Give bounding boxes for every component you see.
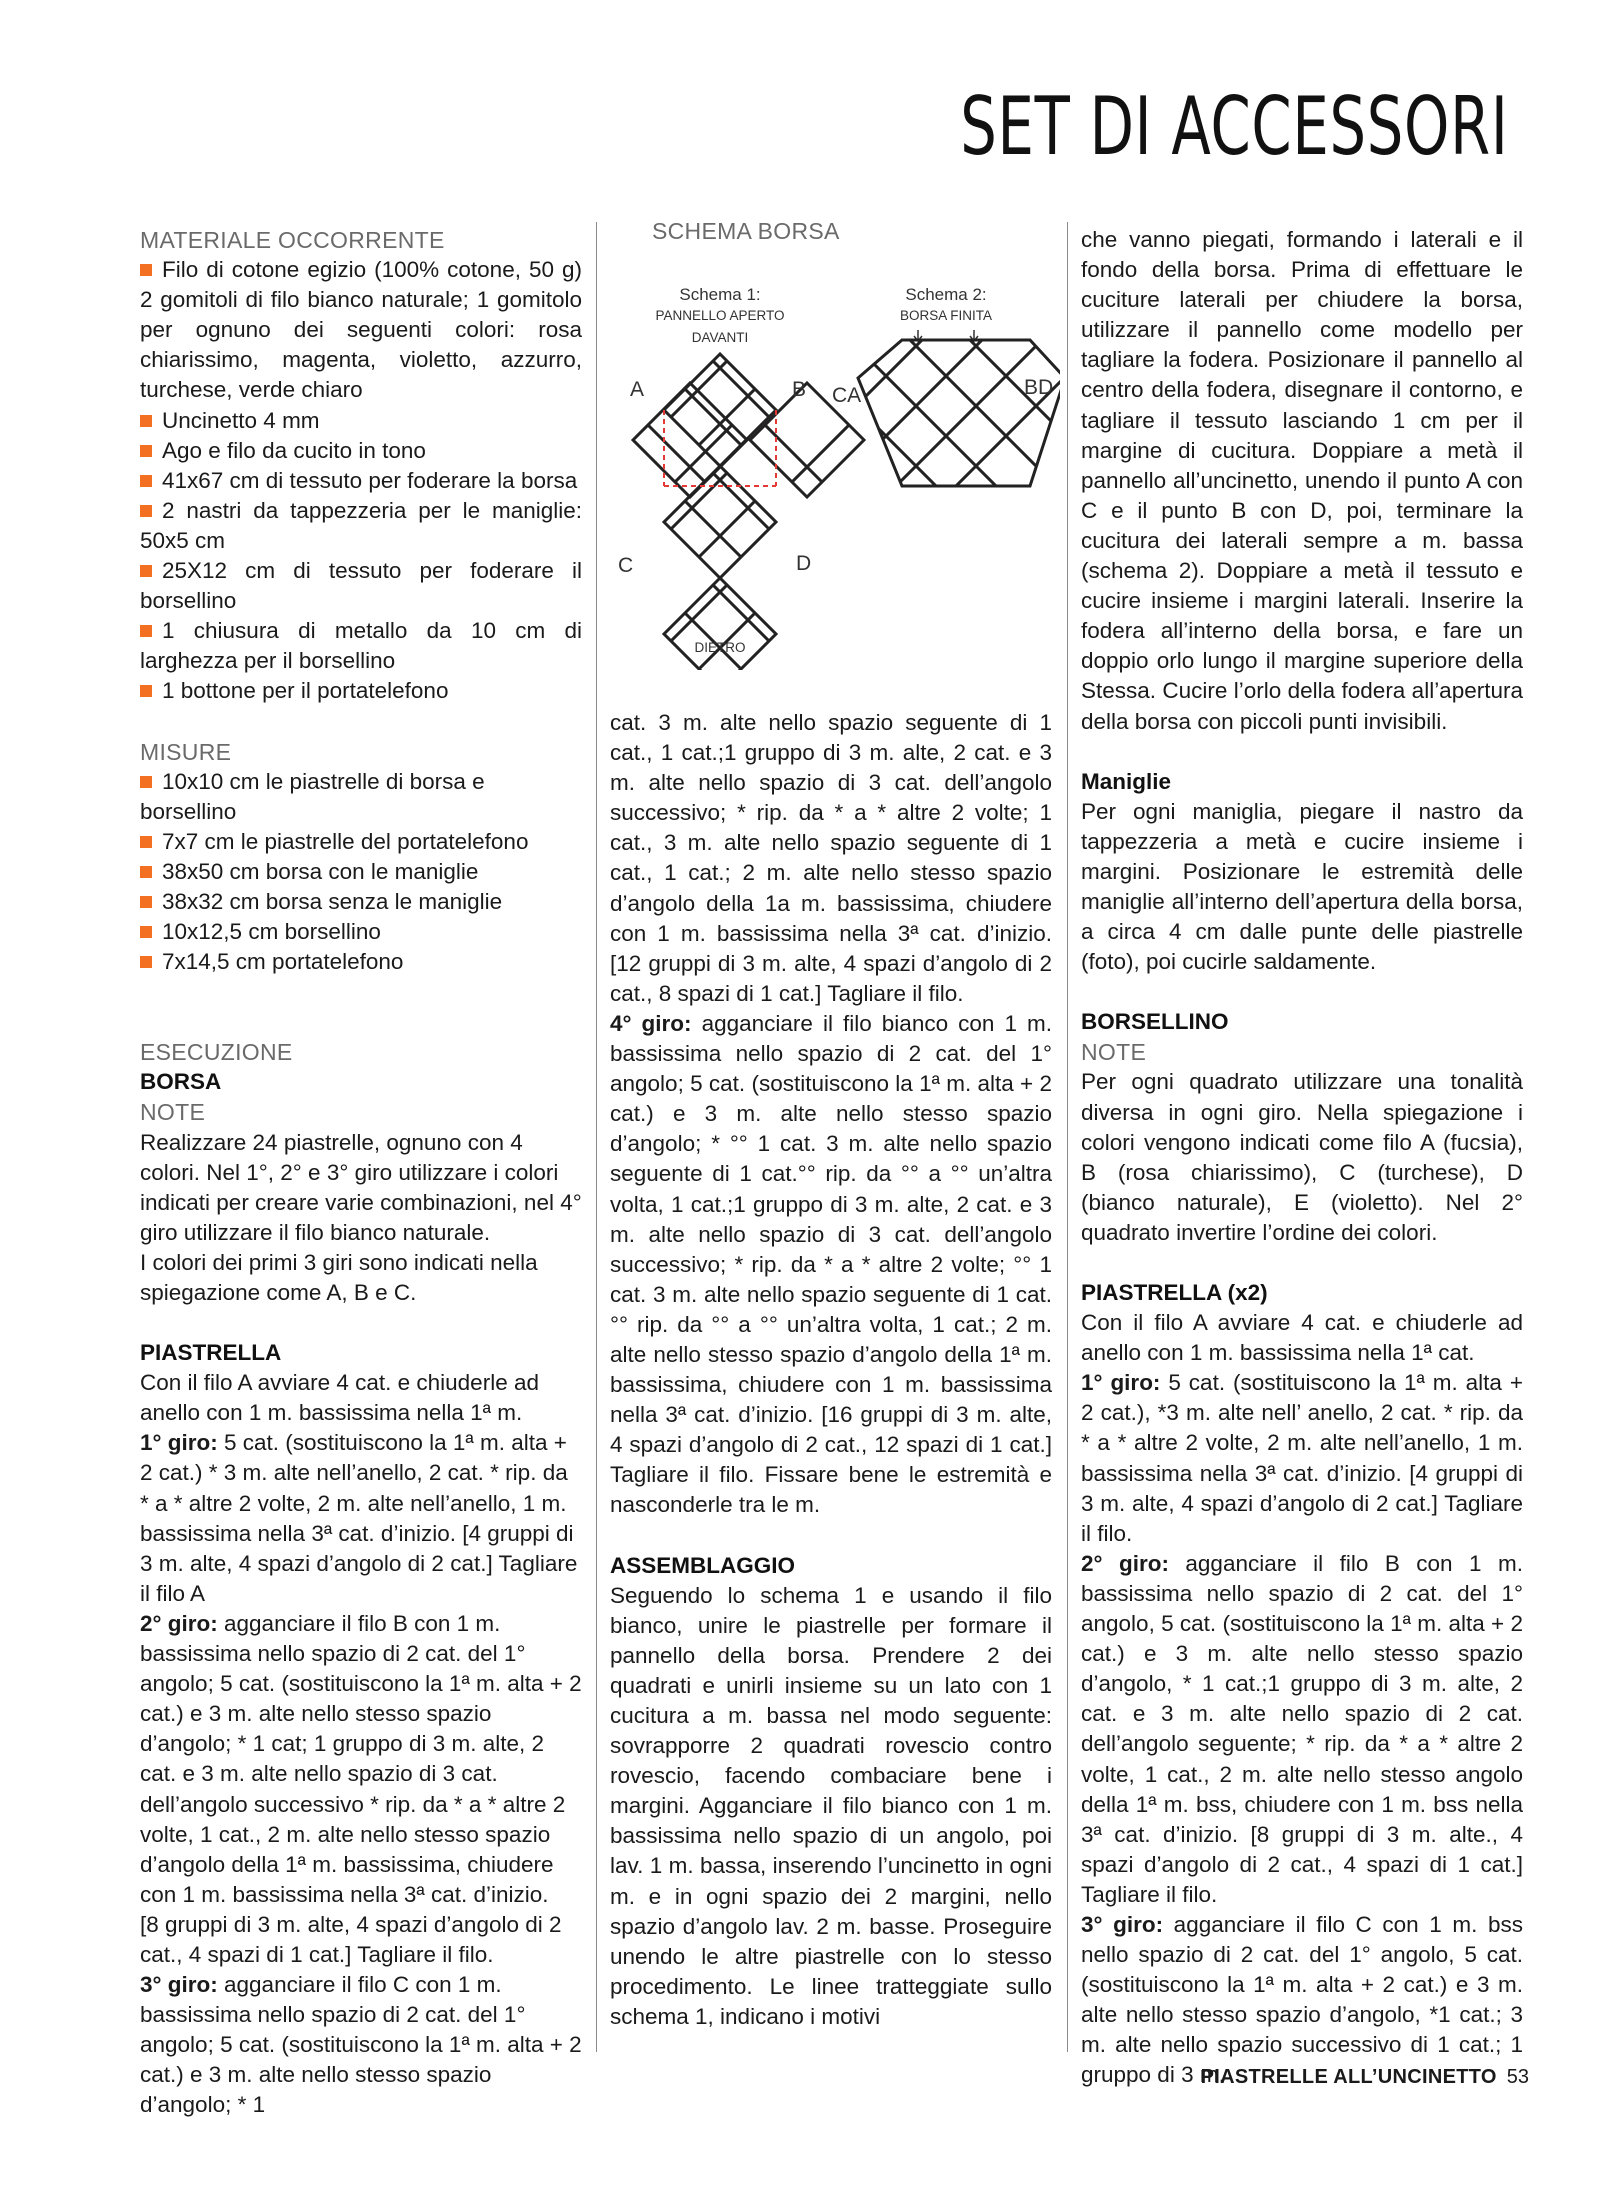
bag-schema-diagram [610, 270, 1060, 670]
column-2 [610, 708, 1052, 2032]
giro-2 [140, 1609, 582, 1910]
dietro-label: DIETRO [694, 640, 746, 655]
giro-3 [140, 1970, 582, 2120]
esecuzione-heading: ESECUZIONE [140, 1039, 293, 1066]
note-heading: NOTE [140, 1099, 206, 1126]
list-item: 38x50 cm borsa con le maniglie [140, 857, 582, 887]
giro-label: 4° giro: [610, 1010, 692, 1036]
misure-heading: MISURE [140, 738, 232, 765]
schema2-subtitle: BORSA FINITA [899, 308, 993, 323]
davanti-label: DAVANTI [691, 330, 749, 345]
label-a: A [630, 378, 645, 401]
giro-1 [140, 1428, 582, 1609]
list-item: 10x10 cm le piastrelle di borsa e borsellino [140, 767, 582, 827]
piastrella-heading: PIASTRELLA (x2) [1081, 1280, 1268, 1305]
piastrella-intro: Con il filo A avviare 4 cat. e chiuderle ad anello con 1 m. bassissima nella 1ª m. [140, 1370, 539, 1426]
giro-label: 1° giro: [1081, 1370, 1161, 1396]
giro-label: 3° giro: [140, 1972, 218, 1998]
note-text: Realizzare 24 piastrelle, ognuno con 4 colori. Nel 1°, 2° e 3° giro utilizzare i colori indicati per creare varie combinazioni, nel 4° giro utilizzare il filo bianco naturale. [140, 1129, 582, 1245]
note-text-2: I colori dei primi 3 giri sono indicati nella spiegazione come A, B e C. [140, 1249, 538, 1305]
materiale-list [140, 255, 582, 706]
col2-continued-text: cat. 3 m. alte nello spazio seguente di 1 cat., 1 cat.;1 gruppo di 3 m. alte, 2 cat. e 3 m. alte nello spazio di 3 cat. dell’angolo successivo; * rip. da * a * altre 2 volte; 1 cat., 3 m. alte nello spazio seguente di 1 cat., 1 cat.; 2 m. alte nello stesso spazio d’angolo della 1a m. bassissima, chiudere con 1 m. bassissima nella 3ª cat. d’inizio. [12 gruppi di 3 m. alte, 4 spazi d’angolo di 2 cat., 8 spazi di 1 cat.] Tagliare il filo. [610, 710, 1052, 1006]
list-item: 7x7 cm le piastrelle del portatelefono [140, 827, 582, 857]
borsellino-heading: BORSELLINO [1081, 1009, 1229, 1035]
column-divider-2 [1067, 222, 1068, 2052]
page-number: 53 [1506, 2066, 1529, 2088]
column-1 [140, 225, 582, 2121]
list-item: 38x32 cm borsa senza le maniglie [140, 887, 582, 917]
col3-continued-text: che vanno piegati, formando i laterali e il fondo della borsa. Prima di effettuare le cuciture laterali per chiudere la borsa, utilizzare il pannello come modello per tagliare la fodera. Posizionare il pannello al centro della fodera, disegnare il contorno, e tagliare il tessuto lasciando 1 cm per il margine di cucitura. Doppiare a metà il pannello all’uncinetto, unendo il punto A con C e il punto B con D, poi, terminare la cucitura dei laterali sempre a m. bassa (schema 2). Doppiare a metà il tessuto e cucire insieme i margini laterali. Inserire la fodera all’interno della borsa, e fare un doppio orlo lungo il margine superiore della Stessa. Cucire l’orlo della fodera all’apertura della borsa con piccoli punti invisibili. [1081, 227, 1523, 734]
column-3 [1081, 225, 1523, 2091]
giro-label: 3° giro: [1081, 1911, 1164, 1937]
note-heading: NOTE [1081, 1039, 1147, 1066]
borsa-heading: BORSA [140, 1069, 222, 1095]
giro-label: 2° giro: [140, 1610, 218, 1636]
giro-text: agganciare il filo B con 1 m. bassissima nello spazio di 2 cat. del 1° angolo; 5 cat. (sostituiscono la 1ª m. alta + 2 cat.) e 3 m. alte nello stesso spazio d’angolo; * 1 cat; 1 gruppo di 3 m. alte, 2 cat. e 3 m. alte nello spazio di 3 cat. dell’angolo successivo * rip. da * a * altre 2 volte, 1 cat., 2 m. alte nello stesso spazio d’angolo della 1ª m. bassissima, chiudere con 1 m. bassissima nella 3ª cat. d’inizio. [140, 1610, 582, 1907]
list-item: 1 chiusura di metallo da 10 cm di larghezza per il borsellino [140, 616, 582, 676]
column-divider-1 [596, 222, 597, 2052]
label-ca: CA [832, 384, 862, 407]
label-c: C [618, 554, 634, 577]
schema1-title: Schema 1: [679, 285, 761, 304]
list-item: 41x67 cm di tessuto per foderare la borsa [140, 466, 582, 496]
schema1-subtitle: PANNELLO APERTO [655, 308, 785, 323]
piastrella-heading: PIASTRELLA [140, 1340, 282, 1366]
schema2-title: Schema 2: [905, 285, 987, 304]
label-b: B [792, 378, 807, 401]
giro-label: 2° giro: [1081, 1550, 1169, 1576]
page-footer [1201, 2066, 1529, 2089]
giro-text: agganciare il filo C con 1 m. bss nello spazio di 2 cat. del 1° angolo, 5 cat. (sostituiscono la 1ª m. alta + 2 cat.) e 3 m. alte nello stesso spazio d’angolo, *1 cat.; 3 m. alte nello spazio successivo di 1 cat.; 1 gruppo di 3 m. [1081, 1911, 1523, 2088]
materiale-heading: MATERIALE OCCORRENTE [140, 227, 445, 253]
giro-text: 5 cat. (sostituiscono la 1ª m. alta + 2 cat.) * 3 m. alte nell’anello, 2 cat. * rip. da * a * altre 2 volte, 2 m. alte nell’anello, 1 m. bassissima nella 3ª cat. d’inizio. [4 gruppi di 3 m. alte, 4 spazi d’angolo di 2 cat.] Tagliare il filo A [140, 1430, 578, 1606]
list-item: 7x14,5 cm portatelefono [140, 947, 582, 977]
maniglie-heading: Maniglie [1081, 768, 1172, 794]
giro-text: agganciare il filo B con 1 m. bassissima nello spazio di 2 cat. del 1° angolo, 5 cat. (sostituiscono la 1ª m. alta + 2 cat.) e 3 m. alte nello stesso spazio d’angolo, * 1 cat.;1 gruppo di 3 m. alte, 2 cat. e 3 m. alte nello spazio di 2 cat. dell’angolo seguente; * rip. da * a * altre 2 volte, 1 cat., 2 m. alte nello stesso angolo della 1ª m. bss, chiudere con 1 m. bss nella 3ª cat. d’inizio. [8 gruppi di 3 m. alte., 4 spazi d’angolo di 2 cat., 4 spazi di 1 cat.] Tagliare il filo. [1081, 1550, 1523, 1907]
list-item: 25X12 cm di tessuto per foderare il borsellino [140, 556, 582, 616]
piastrella-intro: Con il filo A avviare 4 cat. e chiuderle ad anello con 1 m. bassissima nella 1ª cat. [1081, 1310, 1523, 1366]
note-text: Per ogni quadrato utilizzare una tonalità diversa in ogni giro. Nella spiegazione i colori vengono indicati come filo A (fucsia), B (rosa chiarissimo), C (turchese), D (bianco naturale), E (violetto). Nel 2° quadrato invertire l’ordine dei colori. [1081, 1069, 1523, 1245]
giro-text: agganciare il filo bianco con 1 m. bassissima nello spazio di 2 cat. del 1° angolo; 5 cat. (sostituiscono la 1ª m. alta + 2 cat.) e 3 m. alte nello stesso spazio d’angolo; * °° 1 cat. 3 m. alte nello spazio seguente di 1 cat.°° rip. da °° a °° un’altra volta, 1 cat.;1 gruppo di 3 m. alte, 2 cat. e 3 m. alte nello spazio di 3 cat. dell’angolo successivo; * rip. da * a * altre 2 volte; °° 1 cat. 3 m. alte nello spazio seguente di 1 cat.°° rip. da °° a °° un’altra volta, 1 cat.; 2 m. alte nello stesso spazio d’angolo della 1ª m. bassissima, chiudere con 1 m. bassissima nella 3ª cat. d’inizio. [16 gruppi di 3 m. alte, 4 spazi d’angolo di 2 cat., 12 spazi di 1 cat.] Tagliare il filo. Fissare bene le estremità e nasconderle tra le m. [610, 1010, 1052, 1518]
list-item: 10x12,5 cm borsellino [140, 917, 582, 947]
list-item: 1 bottone per il portatelefono [140, 676, 582, 706]
label-d: D [796, 552, 812, 575]
label-bd: BD [1024, 376, 1054, 399]
giro-1 [1081, 1368, 1523, 1549]
giro-4 [610, 1009, 1052, 1521]
giro-3 [1081, 1910, 1523, 2091]
giro-text: agganciare il filo C con 1 m. bassissima nello spazio di 2 cat. del 1° angolo; 5 cat. (sostituiscono la 1ª m. alta + 2 cat.) e 3 m. alte nello stesso spazio d’angolo; * 1 [140, 1972, 582, 2118]
maniglie-text: Per ogni maniglia, piegare il nastro da tappezzeria a metà e cucire insieme i margini. Posizionare le estremità delle maniglie all’interno dell’apertura della borsa, a circa 4 cm dalle punte delle piastrelle (foto), poi cucirle saldamente. [1081, 798, 1523, 975]
list-item: Ago e filo da cucito in tono [140, 436, 582, 466]
list-item: Uncinetto 4 mm [140, 406, 582, 436]
assemblaggio-heading: ASSEMBLAGGIO [610, 1552, 796, 1578]
list-item: 2 nastri da tappezzeria per le maniglie: 50x5 cm [140, 496, 582, 556]
page-title: SET DI ACCESSORI [960, 80, 1509, 173]
assemblaggio-text: Seguendo lo schema 1 e usando il filo bianco, unire le piastrelle per formare il pannello della borsa. Prendere 2 dei quadrati e unirli insieme su un lato con 1 cucitura a m. bassa nel modo seguente: sovrapporre 2 quadrati rovescio contro rovescio, facendo combaciare bene i margini. Agganciare il filo bianco con 1 m. bassissima nello spazio di un angolo, poi lav. 1 m. bassa, inserendo l’uncinetto in ogni m. e in ogni spazio dei 2 margini, nello spazio d’angolo lav. 2 m. basse. Proseguire unendo le altre piastrelle con lo stesso procedimento. Le linee tratteggiate sullo schema 1, indicano i motivi [610, 1582, 1052, 2029]
giro-text: 5 cat. (sostituiscono la 1ª m. alta + 2 cat.), *3 m. alte nell’ anello, 2 cat. * rip. da * a * altre 2 volte, 2 m. alte nell’anello, 1 m. bassissima nella 3ª cat. d’inizio. [4 gruppi di 3 m. alte, 4 spazi d’angolo di 2 cat.] Tagliare il filo. [1081, 1370, 1523, 1546]
giro-2-summary: [8 gruppi di 3 m. alte, 4 spazi d’angolo di 2 cat., 4 spazi di 1 cat.] Tagliare il filo. [140, 1911, 562, 1967]
misure-list [140, 767, 582, 978]
giro-2 [1081, 1549, 1523, 1910]
list-item: Filo di cotone egizio (100% cotone, 50 g) 2 gomitoli di filo bianco naturale; 1 gomitolo per ognuno dei seguenti colori: rosa chiarissimo, magenta, violetto, azzurro, turchese, verde chiaro [140, 255, 582, 405]
giro-label: 1° giro: [140, 1430, 218, 1456]
footer-label: PIASTRELLE ALL’UNCINETTO [1200, 2066, 1497, 2088]
schema-heading: SCHEMA BORSA [652, 218, 840, 244]
